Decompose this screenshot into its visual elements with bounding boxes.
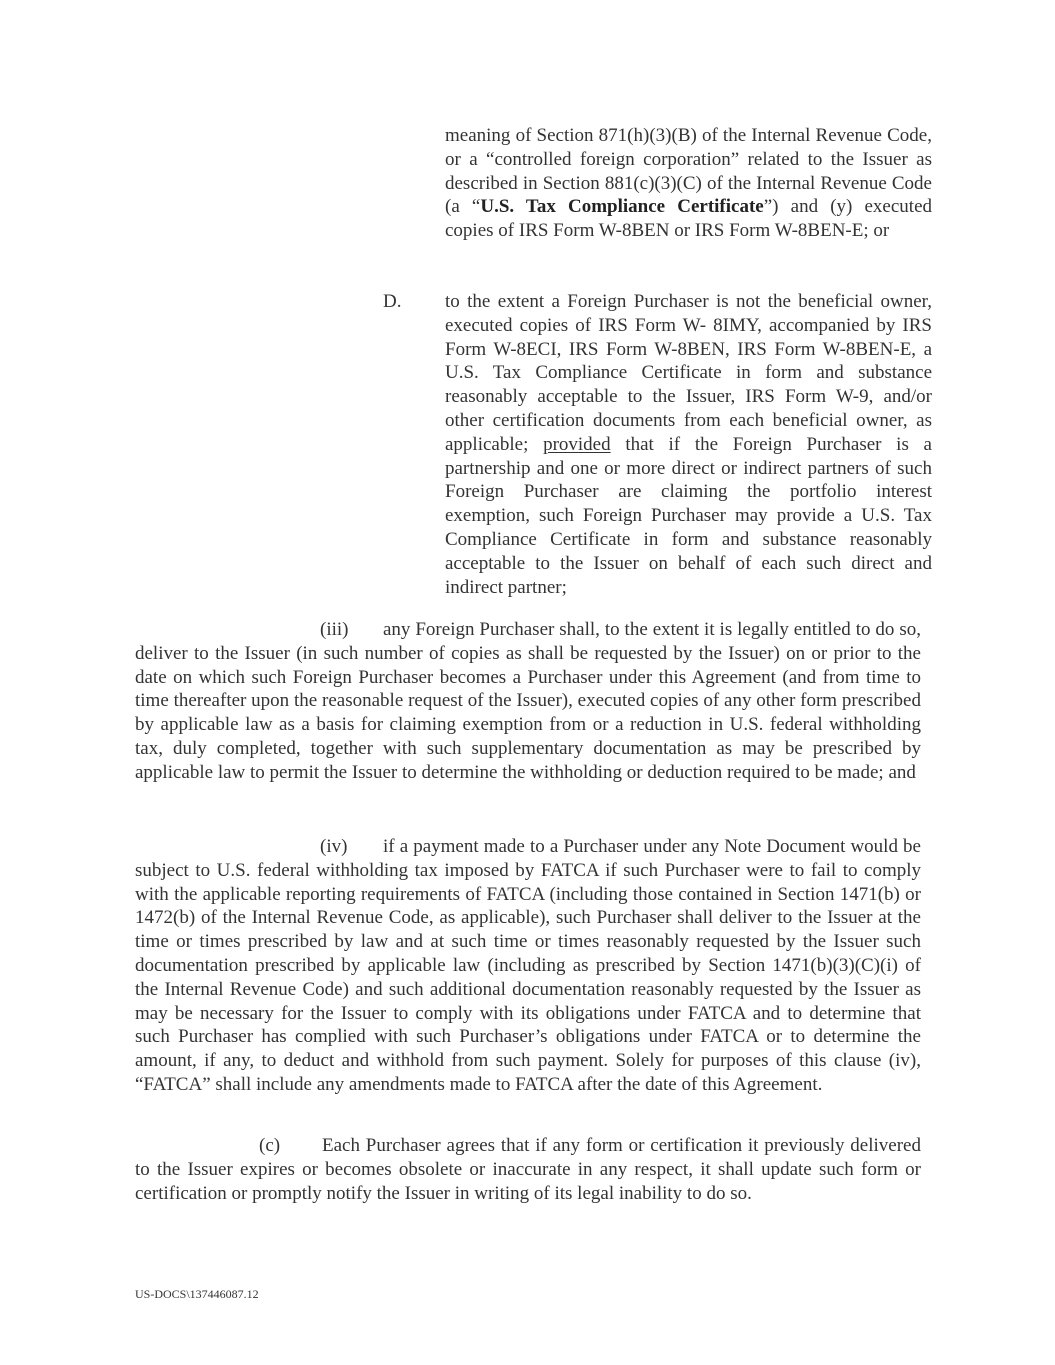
clause-iv-label: (iv) — [320, 836, 348, 857]
clause-iv-paragraph — [135, 835, 921, 1097]
clause-iii-paragraph — [135, 618, 921, 785]
clause-d-text-after: that if the Foreign Purchaser is a partnership and one or more direct or indirect partners of such Foreign Purchaser are claiming the portfolio interest exemption, such Foreign Purchaser may provide a U.S. Tax Compliance Certificate in form and substance reasonably acceptable to the Issuer on behalf of each such direct and indirect partner; — [445, 433, 932, 598]
clause-d-paragraph — [445, 290, 932, 599]
clause-d-label: D. — [383, 291, 402, 312]
clause-d-text-before: to the extent a Foreign Purchaser is not the beneficial owner, executed copies of IRS Form W- 8IMY, accompanied by IRS Form W-8ECI, IRS Form W-8BEN, IRS Form W-8BEN-E, a U.S. Tax Compliance Certificate in form and substance reasonably acceptable to the Issuer, IRS Form W-9, and/or other certification documents from each beneficial owner, as applicable; — [445, 291, 932, 455]
continuation-text-before: meaning of Section 871(h)(3)(B) of the Internal Revenue Code, or a “controlled foreign corporation” related to the Issuer as described in Section 881(c)(3)(C) of the Internal Revenue Code (a “ — [445, 125, 932, 218]
clause-iv-text: if a payment made to a Purchaser under any Note Document would be subject to U.S. federal withholding tax imposed by FATCA if such Purchaser were to fail to comply with the applicable reporting requirements of FATCA (including those contained in Section 1471(b) or 1472(b) of the Internal Revenue Code, as applicable), such Purchaser shall deliver to the Issuer at the time or times prescribed by law and at such time or times reasonably requested by the Issuer such documentation prescribed by applicable law (including as prescribed by Section 1471(b)(3)(C)(i) of the Internal Revenue Code) and such additional documentation reasonably requested by the Issuer as may be necessary for the Issuer to comply with its obligations under FATCA and to determine that such Purchaser has complied with such Purchaser’s obligations under FATCA or to determine the amount, if any, to deduct and withhold from such payment. Solely for purposes of this clause (iv), “FATCA” shall include any amendments made to FATCA after the date of this Agreement. — [135, 836, 921, 1095]
clause-c-paragraph — [135, 1134, 921, 1205]
clause-iii-label: (iii) — [320, 619, 349, 640]
continuation-text-after: ”) and (y) executed copies of IRS Form W-8BEN or IRS Form W-8BEN-E; or — [445, 196, 933, 242]
clause-c-label: (c) — [259, 1135, 281, 1156]
clause-d-underlined-term: provided — [543, 433, 611, 455]
clause-iii-text: any Foreign Purchaser shall, to the extent it is legally entitled to do so, deliver to the Issuer (in such number of copies as shall be requested by the Issuer) on or prior to the date on which such Foreign Purchaser becomes a Purchaser under this Agreement (and from time to time thereafter upon the reasonable request of the Issuer), executed copies of any other form prescribed by applicable law as a basis for claiming exemption from or a reduction in U.S. federal withholding tax, duly completed, together with such supplementary documentation as may be prescribed by applicable law to permit the Issuer to determine the withholding or deduction required to be made; and — [135, 619, 921, 783]
clause-c-text: Each Purchaser agrees that if any form or certification it previously delivered to the Issuer expires or becomes obsolete or inaccurate in any respect, it shall update such form or certification or promptly notify the Issuer in writing of its legal inability to do so. — [135, 1135, 921, 1204]
defined-term-bold: U.S. Tax Compliance Certificate — [480, 196, 764, 218]
document-footer-id: US-DOCS\137446087.12 — [135, 1287, 259, 1301]
continuation-paragraph — [445, 124, 932, 243]
